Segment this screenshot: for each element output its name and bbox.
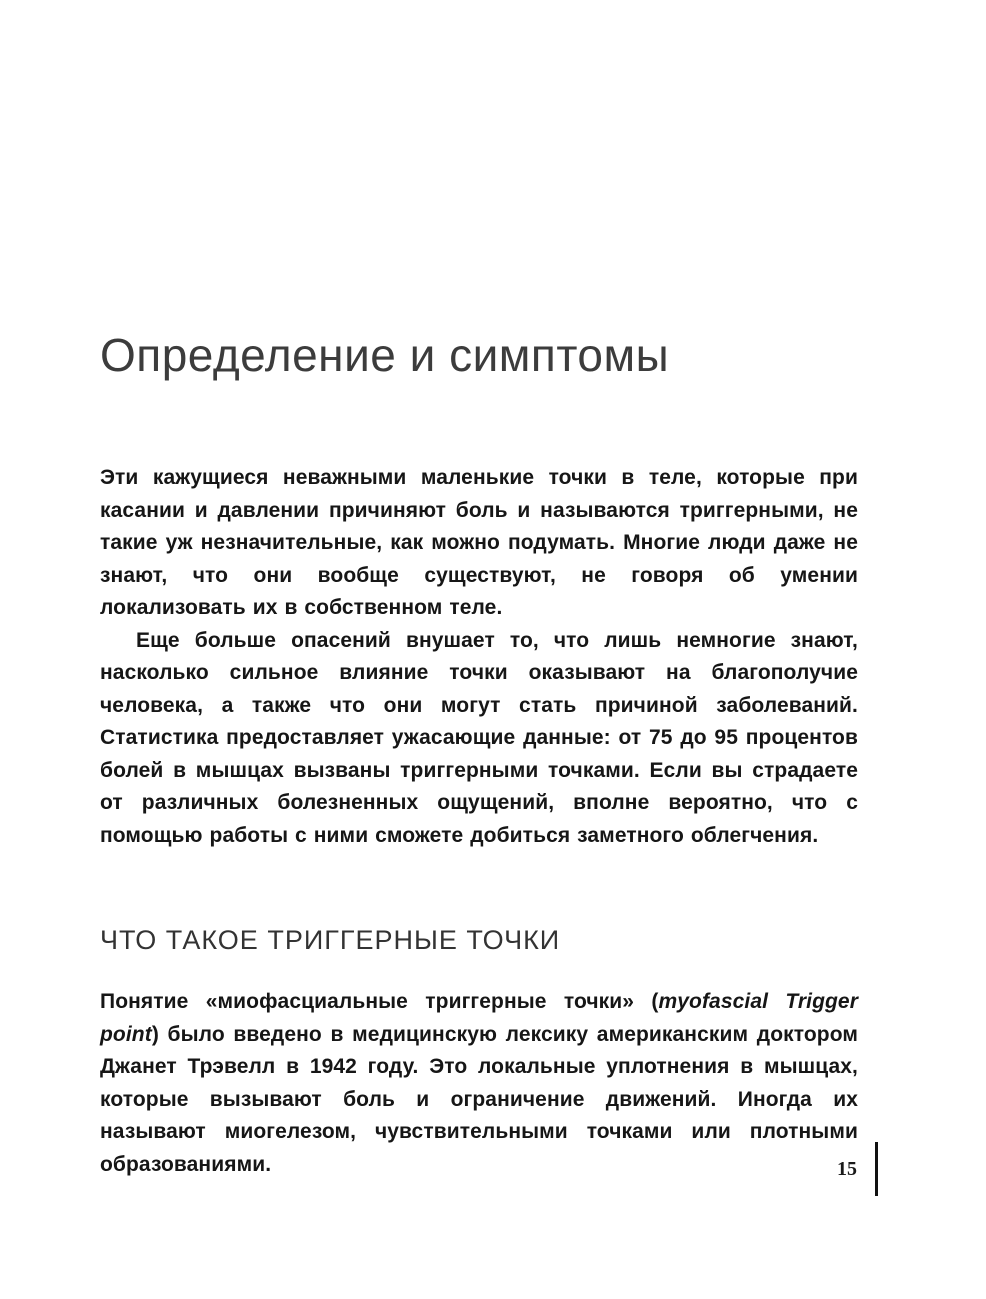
page-title: Определение и симптомы: [100, 329, 670, 381]
section-paragraph-text: ) было введено в медицинскую лексику американским доктором Джанет Трэвелл в 1942 году. Это локальные уплотнения в мышцах, которые вызывают боль и ограничение движений. Иногда их называют миогелезом, чувствительными точками или плотными образованиями.: [100, 1022, 858, 1176]
section-paragraph-text: Понятие «миофасциальные триггерные точки» (: [100, 990, 659, 1013]
body-paragraph: Еще больше опасений внушает то, что лишь немногие знают, насколько сильное влияние точки оказывают на благополучие человека, а также что они могут стать причиной заболеваний. Статистика предоставляет ужасающие данные: от 75 до 95 процентов болей в мышцах вызваны триггерными точками. Если вы страдаете от различных болезненных ощущений, вполне вероятно, что с помощью работы с ними сможете добиться заметного облегчения.: [100, 628, 858, 847]
body-paragraph: Эти кажущиеся неважными маленькие точки в теле, которые при касании и давлении причиняют боль и называются триггерными, не такие уж незначительные, как можно подумать. Многие люди даже не знают, что они вообще существуют, не говоря об умении локализовать их в собственном теле.: [100, 466, 858, 619]
section-heading: ЧТО ТАКОЕ ТРИГГЕРНЫЕ ТОЧКИ: [100, 925, 561, 955]
page-footer: [0, 1142, 878, 1196]
page-content: [100, 0, 858, 1181]
footer-rule: [875, 1142, 878, 1196]
section-paragraph-italic-term: myofascial Trigger point: [100, 990, 858, 1046]
page-number: 15: [837, 1157, 857, 1180]
